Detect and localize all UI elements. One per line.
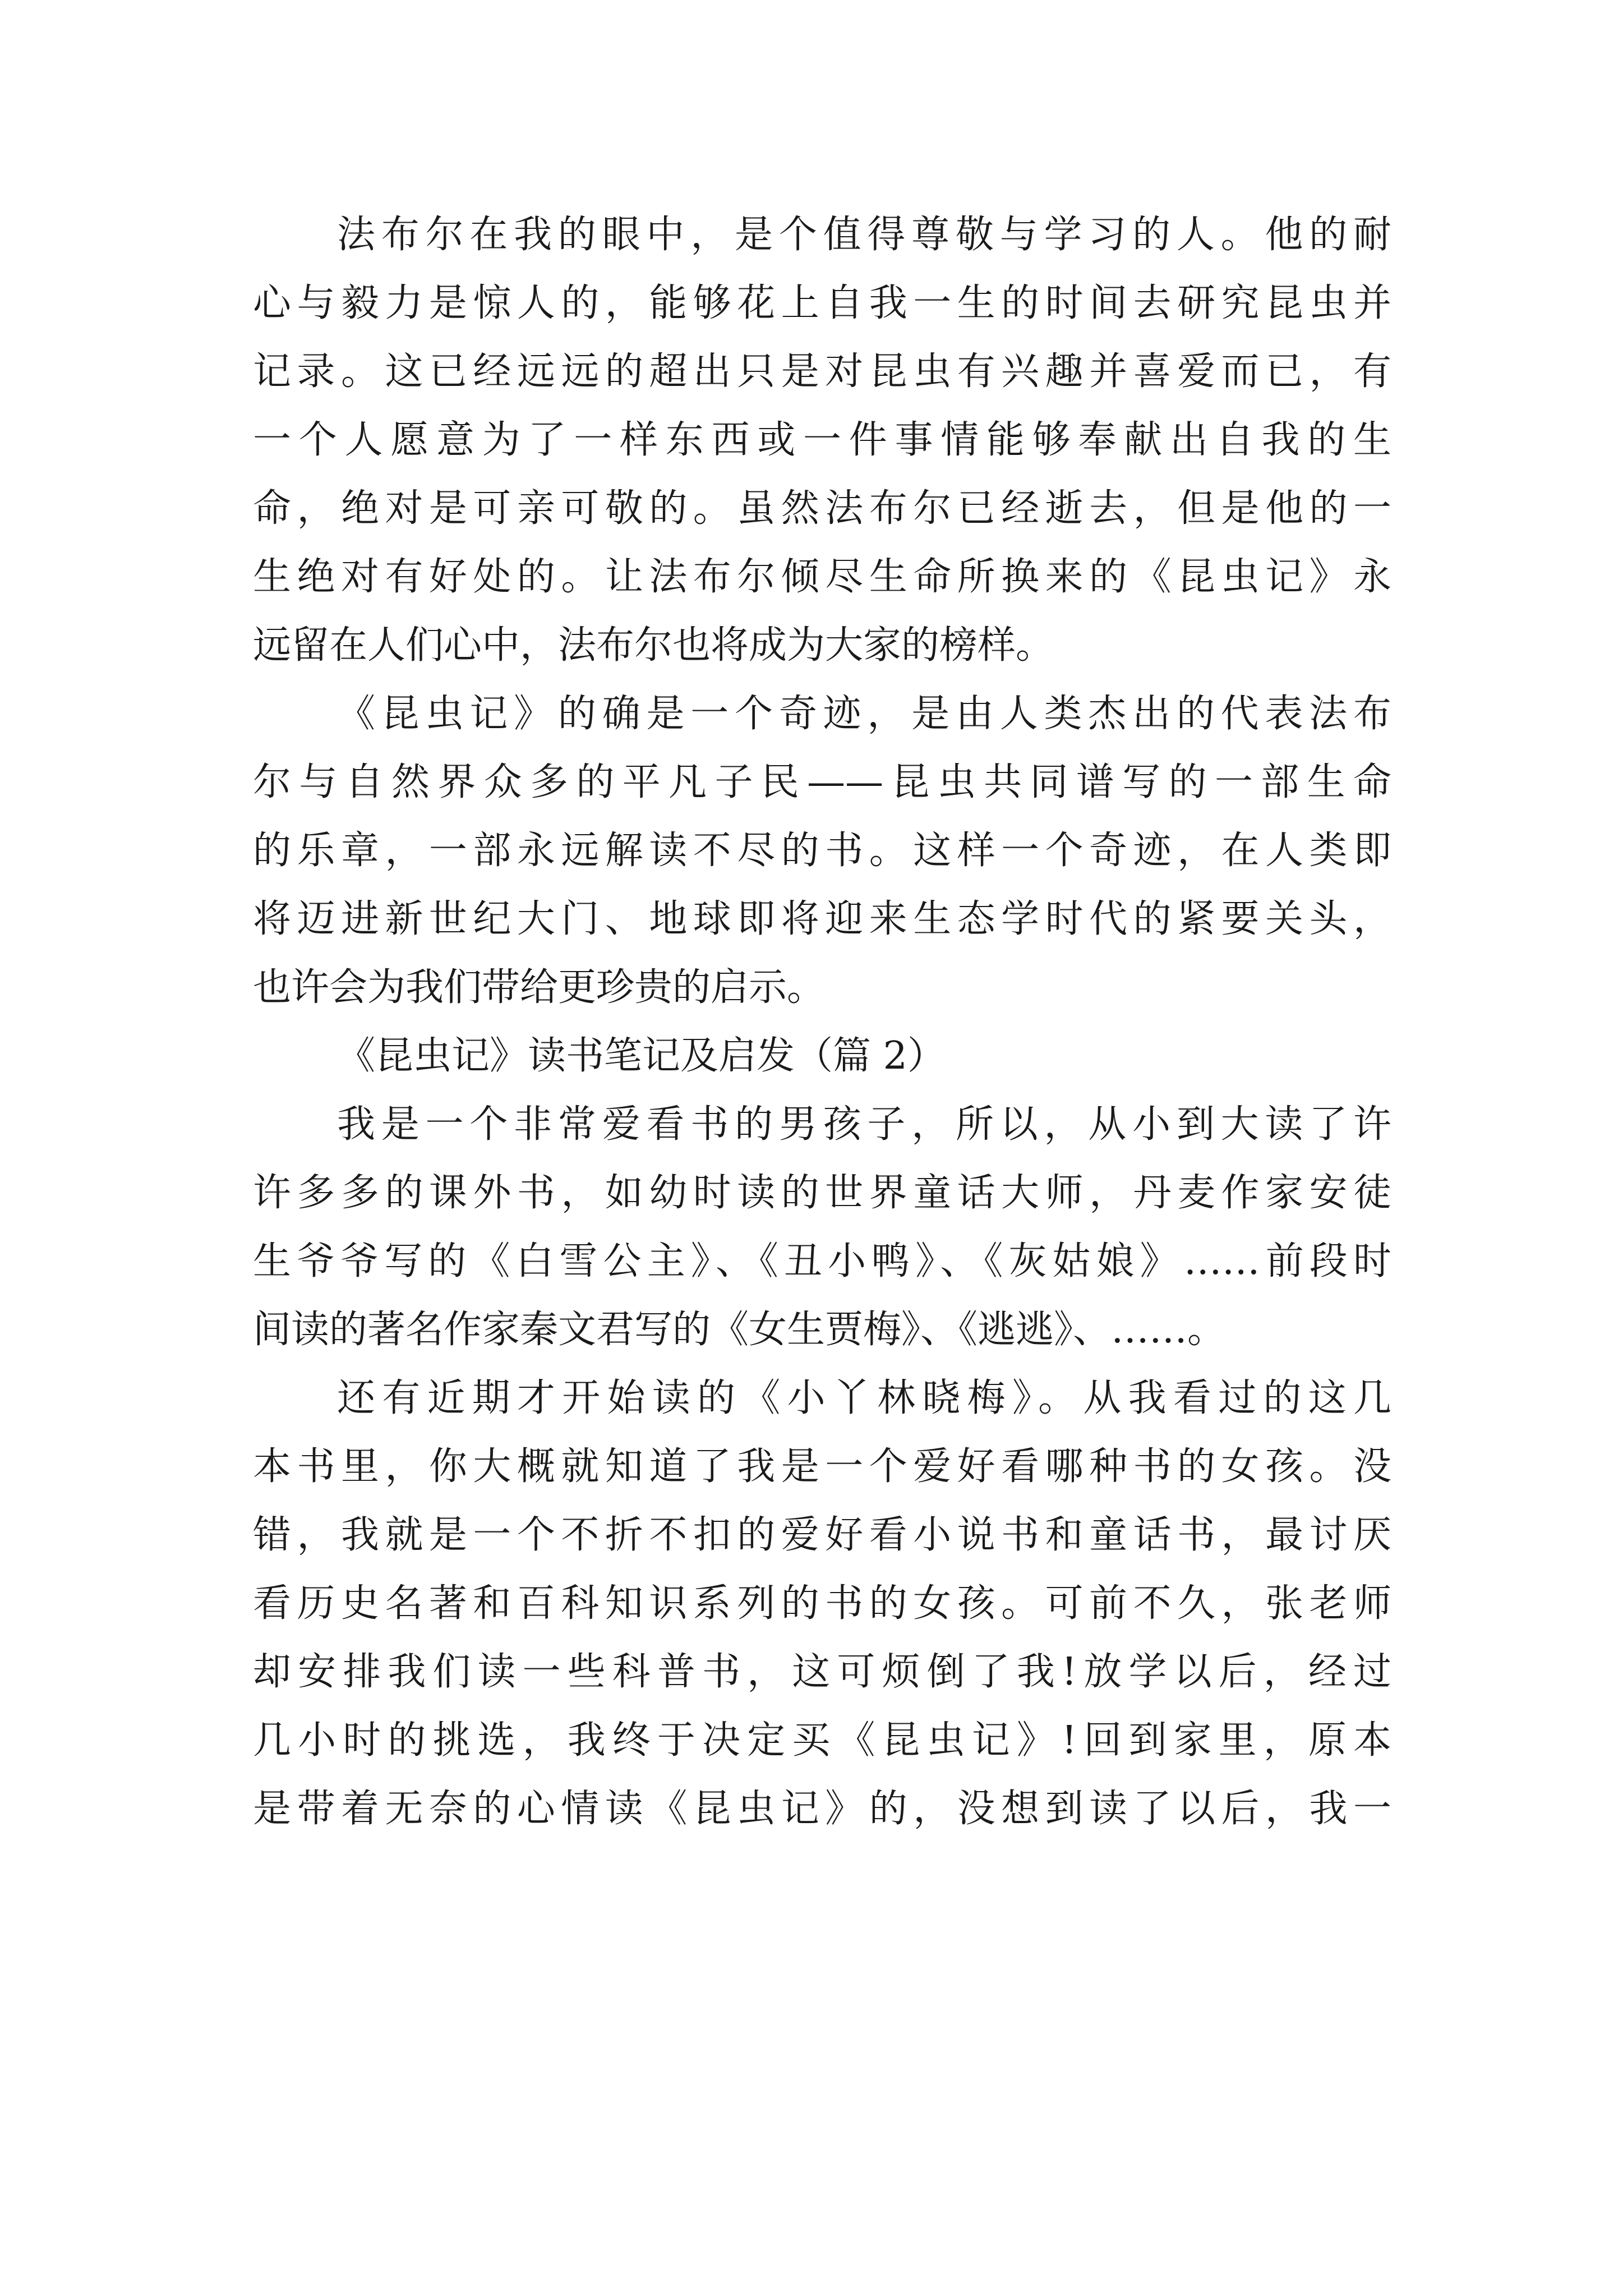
text-line: 错，我就是一个不折不扣的爱好看小说书和童话书，最讨厌	[253, 1513, 1391, 1557]
text-line: 将迈进新世纪大门、地球即将迎来生态学时代的紧要关头，	[253, 897, 1391, 941]
body-text	[253, 201, 1391, 1843]
text-line: 间读的著名作家秦文君写的《女生贾梅》、《逃逃》、……。	[253, 1308, 1226, 1352]
text-line: 生爷爷写的《白雪公主》、《丑小鸭》、《灰姑娘》……前段时	[253, 1239, 1391, 1283]
text-line: 尔与自然界众多的平凡子民——昆虫共同谱写的一部生命	[253, 760, 1391, 804]
text-line: 看历史名著和百科知识系列的书的女孩。可前不久，张老师	[253, 1581, 1391, 1626]
text-line: 本书里，你大概就知道了我是一个爱好看哪种书的女孩。没	[253, 1444, 1391, 1489]
text-line: 几小时的挑选，我终于决定买《昆虫记》!回到家里，原本	[253, 1718, 1391, 1763]
text-line: 远留在人们心中，法布尔也将成为大家的榜样。	[253, 623, 1054, 668]
text-line: 法布尔在我的眼中，是个值得尊敬与学习的人。他的耐	[337, 213, 1391, 257]
text-line: 还有近期才开始读的《小丫林晓梅》。从我看过的这几	[337, 1376, 1391, 1420]
text-line: 许多多的课外书，如幼时读的世界童话大师，丹麦作家安徒	[253, 1171, 1391, 1215]
section-heading: 《昆虫记》读书笔记及启发（篇 2）	[337, 1034, 946, 1078]
text-line: 生绝对有好处的。让法布尔倾尽生命所换来的《昆虫记》永	[253, 555, 1391, 599]
text-line: 《昆虫记》的确是一个奇迹，是由人类杰出的代表法布	[337, 692, 1391, 736]
text-line: 是带着无奈的心情读《昆虫记》的，没想到读了以后，我一	[253, 1787, 1391, 1831]
text-line: 也许会为我们带给更珍贵的启示。	[253, 965, 826, 1010]
text-line: 却安排我们读一些科普书，这可烦倒了我!放学以后，经过	[253, 1650, 1391, 1694]
text-line: 我是一个非常爱看书的男孩子，所以，从小到大读了许	[337, 1102, 1391, 1147]
text-line: 心与毅力是惊人的，能够花上自我一生的时间去研究昆虫并	[253, 281, 1391, 325]
text-line: 命，绝对是可亲可敬的。虽然法布尔已经逝去，但是他的一	[253, 486, 1391, 531]
text-line: 一个人愿意为了一样东西或一件事情能够奉献出自我的生	[253, 418, 1391, 462]
text-line: 记录。这已经远远的超出只是对昆虫有兴趣并喜爱而已，有	[253, 349, 1391, 394]
text-line: 的乐章，一部永远解读不尽的书。这样一个奇迹，在人类即	[253, 829, 1391, 873]
